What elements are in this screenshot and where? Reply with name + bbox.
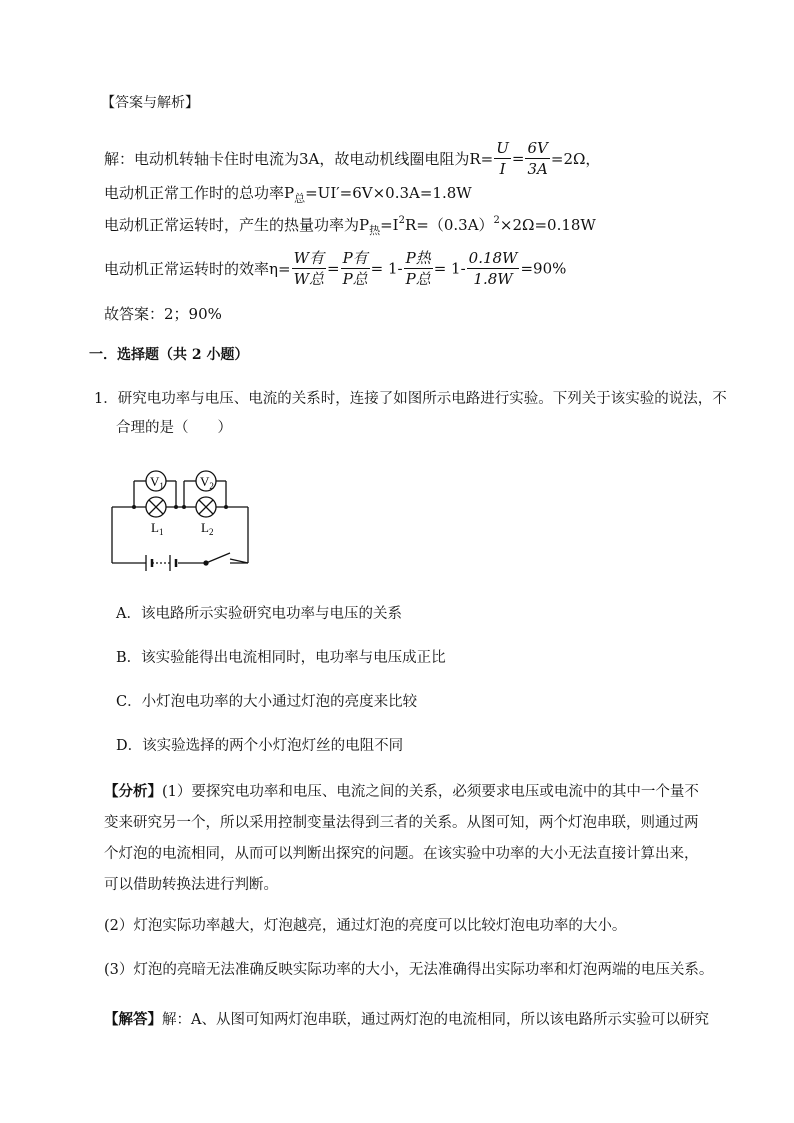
option-a: A．该电路所示实验研究电功率与电压的关系 bbox=[116, 606, 402, 622]
answer-text: 解：A、从图可知两灯泡串联，通过两灯泡的电流相同，所以该电路所示实验可以研究 bbox=[162, 1012, 709, 1028]
frac-num: 0.18W bbox=[468, 249, 518, 267]
frac-num: W有 bbox=[293, 249, 324, 267]
label-l2: $L_2$ bbox=[201, 520, 214, 537]
frac-den: I bbox=[499, 160, 506, 178]
answer-paragraph bbox=[104, 1004, 714, 1036]
subscript-total: 总 bbox=[294, 192, 306, 205]
fraction-values bbox=[467, 248, 520, 289]
label-v1: $V_1$ bbox=[150, 474, 164, 491]
solution-line-4-suffix: =90% bbox=[520, 259, 567, 278]
junction-dot bbox=[224, 505, 228, 509]
frac-num: P热 bbox=[405, 249, 431, 267]
equals-sign: = bbox=[511, 149, 525, 168]
switch-blade bbox=[206, 553, 230, 563]
option-c: C．小灯泡电功率的大小通过灯泡的亮度来比较 bbox=[116, 694, 418, 710]
analysis-p1-text: (1）要探究电功率和电压、电流之间的关系，必须要求电压或电流中的其中一个量不变来研究另一个，所以采用控制变量法得到三者的关系。从图可知，两个灯泡串联，则通过两个灯泡的电流相同，从而可以判断出探究的问题。在该实验中功率的大小无法直接计算出来，可以借助转换法进行判断。 bbox=[104, 784, 699, 893]
question-line-1: 1．研究电功率与电压、电流的关系时，连接了如图所示电路进行实验。下列关于该实验的说法，不 bbox=[94, 391, 727, 407]
solution-line-3-prefix: 电动机正常运转时，产生的热量功率为P bbox=[104, 216, 370, 234]
option-b: B．该实验能得出电流相同时，电功率与电压成正比 bbox=[116, 650, 446, 666]
junction-dot bbox=[132, 505, 136, 509]
label-l1: $L_1$ bbox=[151, 520, 164, 537]
frac-den: P总 bbox=[342, 270, 368, 288]
solution-line-1-suffix: =2Ω， bbox=[550, 150, 601, 168]
solution-line-1 bbox=[104, 138, 600, 179]
fraction-p-useful-over-p-total bbox=[341, 248, 370, 289]
solution-line-4-prefix: 电动机正常运转时的效率η= bbox=[104, 260, 291, 278]
equals-sign: = bbox=[326, 259, 340, 278]
superscript-2: 2 bbox=[493, 215, 500, 226]
analysis-paragraph-2: (2）灯泡实际功率越大，灯泡越亮，通过灯泡的亮度可以比较灯泡电功率的大小。 bbox=[104, 918, 627, 934]
solution-line-4-mid1: = 1- bbox=[370, 259, 403, 278]
solution-line-3 bbox=[104, 214, 596, 238]
fraction-6v-over-3a bbox=[525, 138, 549, 179]
solution-line-4 bbox=[104, 248, 566, 289]
frac-num: P有 bbox=[342, 249, 368, 267]
fraction-u-over-i bbox=[494, 138, 511, 179]
solution-line-3-mid2: R=（0.3A） bbox=[404, 216, 494, 234]
analysis-tag: 【分析】 bbox=[104, 783, 162, 800]
subscript-heat: 热 bbox=[369, 224, 381, 237]
analysis-paragraph-1 bbox=[104, 776, 708, 901]
question-line-2: 合理的是（ ） bbox=[116, 420, 232, 436]
solution-line-3-suffix: ×2Ω=0.18W bbox=[499, 216, 596, 234]
option-d: D．该实验选择的两个小灯泡灯丝的电阻不同 bbox=[116, 738, 404, 754]
frac-den: W总 bbox=[293, 270, 324, 288]
fraction-w-useful-over-w-total bbox=[292, 248, 326, 289]
solution-line-3-mid: =I bbox=[380, 216, 399, 234]
solution-line-2-suffix: =UI′=6V×0.3A=1.8W bbox=[305, 184, 472, 202]
frac-num: 6V bbox=[527, 139, 548, 157]
junction-dot bbox=[174, 505, 178, 509]
answer-tag: 【解答】 bbox=[104, 1011, 162, 1028]
frac-den: 3A bbox=[527, 160, 548, 178]
fraction-p-heat-over-p-total bbox=[404, 248, 433, 289]
solution-line-4-mid2: = 1- bbox=[433, 259, 466, 278]
superscript-2: 2 bbox=[398, 215, 405, 226]
label-v2: $V_2$ bbox=[200, 474, 214, 491]
answer-heading: 【答案与解析】 bbox=[101, 95, 199, 111]
frac-den: P总 bbox=[405, 270, 431, 288]
solution-line-1-prefix: 解：电动机转轴卡住时电流为3A，故电动机线圈电阻为R= bbox=[104, 150, 494, 168]
solution-line-2-prefix: 电动机正常工作时的总功率P bbox=[104, 184, 295, 202]
circuit-diagram bbox=[100, 455, 270, 580]
final-answer: 故答案：2；90% bbox=[104, 305, 222, 323]
frac-num: U bbox=[496, 139, 509, 157]
junction-dot bbox=[182, 505, 186, 509]
frac-den: 1.8W bbox=[473, 270, 513, 288]
analysis-paragraph-3: (3）灯泡的亮暗无法准确反映实际功率的大小，无法准确得出实际功率和灯泡两端的电压关系。 bbox=[104, 962, 714, 978]
solution-line-2 bbox=[104, 182, 472, 206]
section-title: 一．选择题（共 2 小题） bbox=[89, 347, 249, 363]
